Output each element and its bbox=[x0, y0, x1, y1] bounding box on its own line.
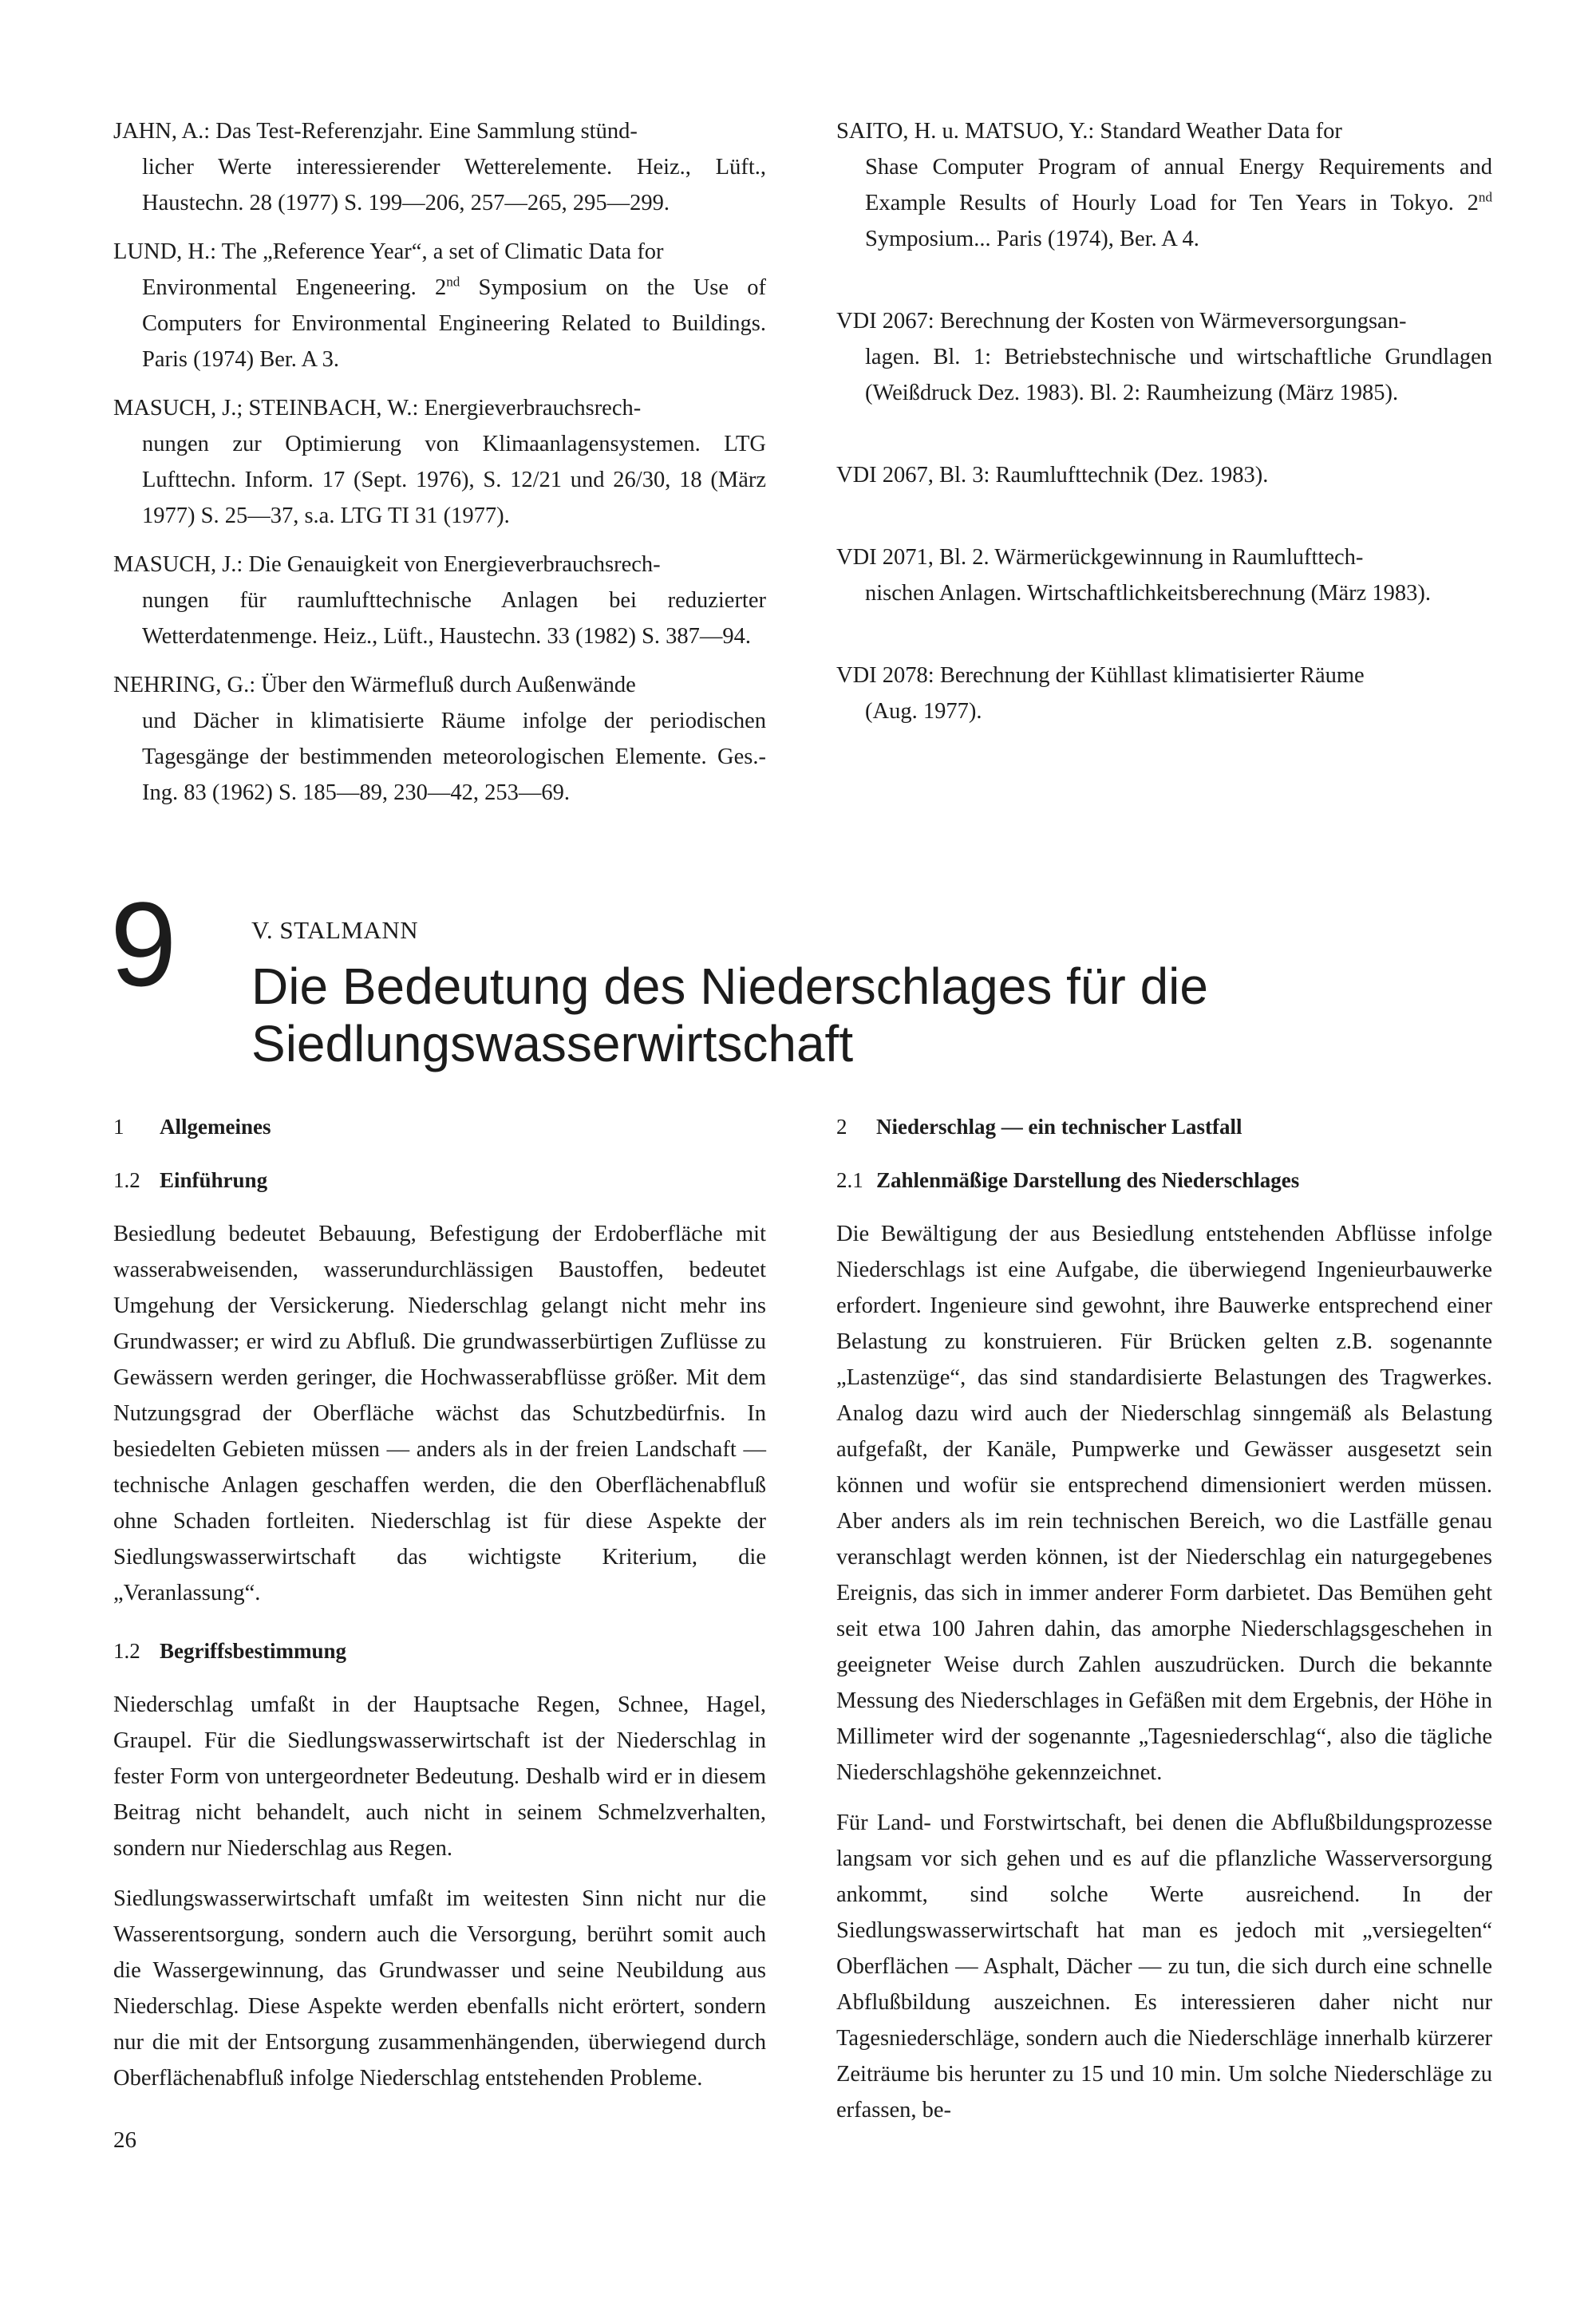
reference-masuch-steinbach: MASUCH, J.; STEINBACH, W.: Energieverbrauchsrech- nungen zur Optimierung von Klimaanlagensystemen. LTG Lufttechn. Inform. 17 (Sept. 1976), S. 12/21 und 26/30, 18 (März 1977) S. 25—37, s.a. LTG TI 31 (1977). bbox=[113, 396, 766, 528]
paragraph-lastfall: Die Bewältigung der aus Besiedlung entstehenden Abflüsse infolge Niederschlags ist eine Aufgabe, die überwiegend Ingenieurbauwerke erfordert. Ingenieure sind gewohnt, ihre Bauwerke entsprechend einer Belastung zu konstruieren. Für Brücken gelten z.B. sogenannte „Lastenzüge“, das sind standardisierte Belastungen des Tragwerkes. Analog dazu wird auch der Niederschlag sinngemäß als Belastung aufgefaßt, der Kanäle, Pumpwerke und Gewässer ausgesetzt sein können und wofür sie entsprechend dimensioniert werden müssen. Aber anders als im rein technischen Bereich, wo die Lastfälle genau veranschlagt werden können, ist der Niederschlag ein naturgegebenes Ereignis, das sich in immer anderer Form darbietet. Das Bemühen geht seit etwa 100 Jahren dahin, das amorphe Niederschlagsgeschehen in geeigneter Weise durch Zahlen auszudrücken. Durch die bekannte Messung des Niederschlages in Gefäßen mit dem Ergebnis, der Höhe in Millimeter wird der sogenannte „Tagesniederschlag“, also die tägliche Niederschlagshöhe gekennzeichnet. bbox=[836, 1222, 1492, 1785]
reference-vdi-2071: VDI 2071, Bl. 2. Wärmerückgewinnung in Raumlufttech- nischen Anlagen. Wirtschaftlichkeitsberechnung (März 1983). bbox=[836, 545, 1432, 606]
reference-masuch: MASUCH, J.: Die Genauigkeit von Energieverbrauchsrech- nungen für raumlufttechnische Anlagen bei reduzierter Wetterdatenmenge. Heiz., Lüft., Haustechn. 33 (1982) S. 387—94. bbox=[113, 552, 766, 649]
reference-vdi-2078: VDI 2078: Berechnung der Kühllast klimatisierter Räume (Aug. 1977). bbox=[836, 663, 1365, 724]
reference-lund: LUND, H.: The „Reference Year“, a set of Climatic Data for Environmental Engeneering. 2nd Symposium on the Use of Computers for Environmental Engineering Related to Buildings. Paris (1974) Ber. A 3. bbox=[113, 239, 767, 372]
body-left-column bbox=[113, 1109, 766, 2111]
chapter-title: Die Bedeutung des Niederschlages für die Siedlungswasserwirtschaft bbox=[251, 958, 1208, 1072]
references-right-column bbox=[836, 113, 1492, 776]
paragraph-siedlungswasserwirtschaft: Siedlungswasserwirtschaft umfaßt im weitesten Sinn nicht nur die Wasserentsorgung, sondern auch die Versorgung, berührt somit auch die Wassergewinnung, das Grundwasser und seine Neubildung aus Niederschlag. Diese Aspekte werden ebenfalls nicht erörtert, sondern nur die mit der Entsorgung zusammenhängenden, überwiegend durch Oberflächenabfluß infolge Niederschlag entstehenden Probleme. bbox=[113, 1886, 766, 2091]
section-heading-allgemeines: 1 Allgemeines bbox=[113, 1115, 271, 1139]
section-heading-darstellung: 2.1 Zahlenmäßige Darstellung des Niederschlages bbox=[836, 1168, 1300, 1192]
references-left-column bbox=[113, 113, 766, 823]
paragraph-begriffsbestimmung: Niederschlag umfaßt in der Hauptsache Regen, Schnee, Hagel, Graupel. Für die Siedlungswasserwirtschaft ist der Niederschlag in fester Form von untergeordneter Bedeutung. Deshalb wird er in diesem Beitrag nicht behandelt, auch nicht in seinem Schmelzverhalten, sondern nur Niederschlag aus Regen. bbox=[113, 1692, 766, 1861]
reference-saito: SAITO, H. u. MATSUO, Y.: Standard Weather Data for Shase Computer Program of annual Energy Requirements and Example Results of Hourly Load for Ten Years in Tokyo. 2nd Symposium... Paris (1974), Ber. A 4. bbox=[836, 119, 1492, 251]
reference-vdi-2067-bl3: VDI 2067, Bl. 3: Raumlufttechnik (Dez. 1983). bbox=[836, 463, 1269, 488]
reference-jahn: JAHN, A.: Das Test-Referenzjahr. Eine Sammlung stünd- licher Werte interessierender Wetterelemente. Heiz., Lüft., Haustechn. 28 (1977) S. 199—206, 257—265, 295—299. bbox=[113, 119, 766, 215]
reference-vdi-2067: VDI 2067: Berechnung der Kosten von Wärmeversorgungsan- lagen. Bl. 1: Betriebstechnische und wirtschaftliche Grundlagen (Weißdruck Dez. 1983). Bl. 2: Raumheizung (März 1985). bbox=[836, 309, 1492, 405]
section-heading-lastfall: 2 Niederschlag — ein technischer Lastfall bbox=[836, 1115, 1242, 1139]
paragraph-siedlung: Für Land- und Forstwirtschaft, bei denen die Abflußbildungsprozesse langsam vor sich gehen und es auf die pflanzliche Wasserversorgung ankommt, sind solche Werte ausreichend. In der Siedlungswasserwirtschaft hat man es jedoch mit „versiegelten“ Oberflächen — Asphalt, Dächer — zu tun, die sich durch eine schnelle Abflußbildung auszeichnen. Es interessieren daher nicht nur Tagesniederschläge, sondern auch die Niederschläge innerhalb kürzerer Zeiträume bis herunter zu 15 und 10 min. Um solche Niederschläge zu erfassen, be- bbox=[836, 1811, 1492, 2123]
reference-nehring: NEHRING, G.: Über den Wärmefluß durch Außenwände und Dächer in klimatisierte Räume infolge der periodischen Tagesgänge der bestimmenden meteorologischen Elemente. Ges.-Ing. 83 (1962) S. 185—89, 230—42, 253—69. bbox=[113, 673, 766, 805]
page-number: 26 bbox=[113, 2127, 136, 2153]
section-heading-einfuehrung: 1.2 Einführung bbox=[113, 1168, 268, 1192]
paragraph-einfuehrung: Besiedlung bedeutet Bebauung, Befestigung der Erdoberfläche mit wasserabweisenden, wasserundurchlässigen Baustoffen, bedeutet Umgehung der Versickerung. Niederschlag gelangt nicht mehr ins Grundwasser; er wird zu Abfluß. Die grundwasserbürtigen Zuflüsse zu Gewässern werden geringer, die Hochwasserabflüsse größer. Mit dem Nutzungsgrad der Oberfläche wächst das Schutzbedürfnis. In besiedelten Gebieten müssen — anders als in der freien Landschaft — technische Anlagen geschaffen werden, die den Oberflächenabfluß ohne Schaden fortleiten. Niederschlag ist für diese Aspekte der Siedlungswasserwirtschaft das wichtigste Kriterium, die „Veranlassung“. bbox=[113, 1222, 766, 1605]
chapter-number: 9 bbox=[110, 877, 177, 1011]
chapter-author: V. STALMANN bbox=[251, 916, 419, 944]
section-heading-begriffsbestimmung: 1.2 Begriffsbestimmung bbox=[113, 1639, 346, 1663]
body-right-column bbox=[836, 1109, 1492, 2142]
